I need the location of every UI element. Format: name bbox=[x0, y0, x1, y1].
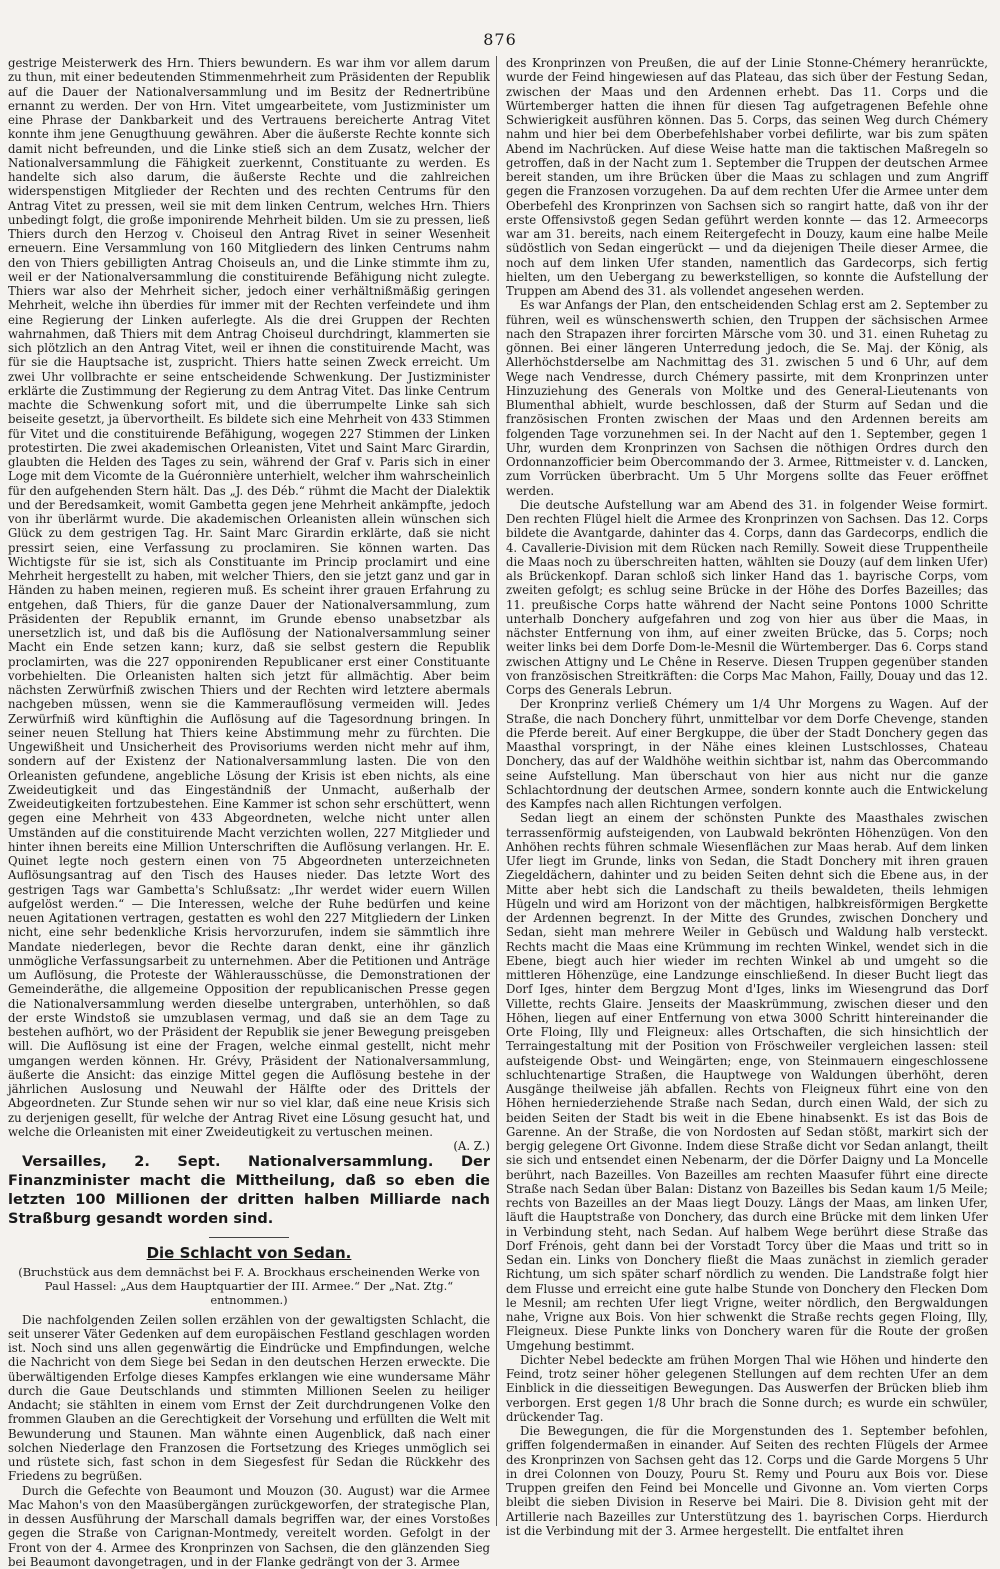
article-signature: (A. Z.) bbox=[8, 1139, 490, 1153]
section-divider bbox=[209, 1237, 289, 1238]
article-title: Die Schlacht von Sedan. bbox=[8, 1246, 490, 1260]
versailles-bulletin: Versailles, 2. Sept. Nationalversammlung. Der Finanzminister macht die Mittheilung, daß so eben die letzten 100 Millionen der dritten halben Milliarde nach Straßburg gesandt worden sind. bbox=[8, 1153, 490, 1229]
page-number: 876 bbox=[0, 30, 1000, 49]
article-source-note: (Bruchstück aus dem demnächst bei F. A. Brockhaus erscheinenden Werke von Paul Hassel: „Aus dem Hauptquartier der III. Armee.“ Der „Nat. Ztg.“ entnommen.) bbox=[8, 1265, 490, 1307]
article-paragraph: Die nachfolgenden Zeilen sollen erzählen von der gewaltigsten Schlacht, die seit unserer Väter Gedenken auf dem europäischen Festland geschlagen worden ist. Noch sind uns allen gegenwärtig die Eindrücke und Empfindungen, welche die Nachricht von dem Siege bei Sedan in den deutschen Herzen erweckte. Die überwältigenden Erfolge dieses Kampfes erklangen wie eine wundersame Mähr durch die Gaue Deutschlands und stimmten Millionen Seelen zu heiliger Andacht; sie stählten in einem vom Ernst der Zeit durchdrungenen Volke den frommen Glauben an die Gerechtigkeit der Vorsehung und erfüllten die Welt mit Bewunderung und Staunen. Man wähnte einen Augenblick, daß nach einer solchen Niederlage den Franzosen die Fortsetzung des Krieges unmöglich sei und rüstete sich, fast schon in dem Siegesfest für Sedan die Rückkehr des Friedens zu begrüßen. bbox=[8, 1313, 490, 1484]
article-paragraph: Durch die Gefechte von Beaumont und Mouzon (30. August) war die Armee Mac Mahon's von den Maasübergängen zurückgeworfen, der strategische Plan, in dessen Ausführung der Marschall damals begriffen war, der eines Vorstoßes gegen die Straße von Carignan-Montmedy, vereitelt worden. Gefolgt in der Front von der 4. Armee des Kronprinzen von Sachsen, die den glänzenden Sieg bei Beaumont davongetragen, und in der Flanke gedrängt von der 3. Armee bbox=[8, 1484, 490, 1569]
right-paragraph: Es war Anfangs der Plan, den entscheidenden Schlag erst am 2. September zu führen, weil es wünschenswerth schien, den Truppen der sächsischen Armee nach den Strapazen ihrer forcirten Märsche vom 30. und 31. einen Ruhetag zu gönnen. Bei einer längeren Unterredung jedoch, die Se. Maj. der König, als Allerhöchstderselbe am Nachmittag des 31. zwischen 5 und 6 Uhr, auf dem Wege nach Vendresse, durch Chémery passirte, mit dem Kronprinzen unter Hinzuziehung des Generals von Moltke und des General-Lieutenants von Blumenthal abhielt, wurde beschlossen, daß der Sturm auf Sedan und die französischen Fronten zwischen der Maas und den Ardennen bereits am folgenden Tage vorzunehmen sei. In der Nacht auf den 1. September, gegen 1 Uhr, wurden dem Kronprinzen von Sachsen die nöthigen Ordres durch den Ordonnanzofficier beim Obercommando der 3. Armee, Rittmeister v. d. Lancken, zum Vorrücken überbracht. Um 5 Uhr Morgens sollte das Feuer eröffnet werden. bbox=[506, 298, 988, 498]
right-paragraph: des Kronprinzen von Preußen, die auf der Linie Stonne-Chémery heranrückte, wurde der Feind hingewiesen auf das Plateau, das sich über der Festung Sedan, zwischen der Maas und den Ardennen erhebt. Das 11. Corps und die Würtemberger hatten die ihnen für diesen Tag aufgetragenen Befehle ohne Schwierigkeit ausführen können. Das 5. Corps, das seinen Weg durch Chémery nahm und hier bei dem Oberbefehlshaber vorbei defilirte, war bis zum späten Abend im Nachrücken. Auf diese Weise hatte man die taktischen Maßregeln so getroffen, daß in der Nacht zum 1. September die Truppen der deutschen Armee bereit standen, um ihre Brücken über die Maas zu schlagen und zum Angriff gegen die Franzosen vorzugehen. Da auf dem rechten Ufer die Armee unter dem Oberbefehl des Kronprinzen von Sachsen sich so rangirt hatte, daß von ihr der erste Offensivstoß gegen Sedan geführt werden konnte — das 12. Armeecorps war am 31. bereits, nach einem Reitergefecht in Douzy, kaum eine halbe Meile südöstlich von Sedan eingerückt — und da diejenigen Theile dieser Armee, die noch auf dem linken Ufer standen, namentlich das Gardecorps, sich fertig hielten, um den Uebergang zu bewerkstelligen, so konnte die Aufstellung der Truppen am Abend des 31. als vollendet angesehen werden. bbox=[506, 56, 988, 298]
right-paragraph: Die Bewegungen, die für die Morgenstunden des 1. September befohlen, griffen folgendermaßen in einander. Auf Seiten des rechten Flügels der Armee des Kronprinzen von Sachsen geht das 12. Corps und die Garde Morgens 5 Uhr in drei Colonnen von Douzy, Pouru St. Remy und Pouru aux Bois vor. Diese Truppen greifen den Feind bei Moncelle und Givonne an. Vom vierten Corps bleibt die sieben Division in Reserve bei Mairi. Die 8. Division geht mit der Artillerie nach Bazeilles zur Unterstützung des 1. bayrischen Corps. Hierdurch ist die Verbindung mit der 3. Armee hergestellt. Die entfaltet ihren bbox=[506, 1424, 988, 1538]
left-intro-paragraph: gestrige Meisterwerk des Hrn. Thiers bewundern. Es war ihm vor allem darum zu thun, mit einer bedeutenden Stimmenmehrheit zum Präsidenten der Republik auf die Dauer der Nationalversammlung und im Besitz der Rednertribüne ernannt zu werden. Der von Hrn. Vitet umgearbeitete, vom Justizminister um eine Phrase der Dankbarkeit und des Vertrauens bereicherte Antrag Vitet konnte ihm jene Genugthuung gewähren. Aber die äußerste Rechte konnte sich damit nicht befreunden, und die Linke stieß sich an dem Zusatz, welcher der Nationalversammlung die Fähigkeit zuerkennt, Constituante zu werden. Es handelte sich also darum, die äußerste Rechte und die zahlreichen widerspenstigen Mitglieder der Rechten und des rechten Centrums für den Antrag Vitet zu pressen, weil sie mit dem linken Centrum, welches Hrn. Thiers unbedingt folgt, die große imponirende Mehrheit bilden. Um sie zu pressen, ließ Thiers durch den Herzog v. Choiseul den Antrag Rivet in seiner Wesenheit erneuern. Eine Versammlung von 160 Mitgliedern des linken Centrums nahm den von Thiers gebilligten Antrag Choiseuls an, und die Linke stimmte ihm zu, weil er der Nationalversammlung die constituirende Befähigung nicht zulegte. Thiers war also der Mehrheit sicher, jedoch einer verhältnißmäßig geringen Mehrheit, welche ihn überdies für immer mit der Rechten verfeindete und ihm eine Regierung der Linken auferlegte. Als die drei Gruppen der Rechten wahrnahmen, daß Thiers mit dem Antrag Choiseul durchdringt, klammerten sie sich plötzlich an den Antrag Vitet, weil er ihnen die constituirende Macht, was für sie die Hauptsache ist, zuspricht. Thiers hatte seinen Zweck erreicht. Um zwei Uhr vollbrachte er seine entscheidende Schwenkung. Der Justizminister erklärte die Zustimmung der Regierung zu dem Antrag Vitet. Das linke Centrum machte die Schwenkung sofort mit, und die überrumpelte Linke sah sich beiseite gesetzt, ja übervortheilt. Es bildete sich eine Mehrheit von 433 Stimmen für Vitet und die constituirende Befähigung, wogegen 227 Stimmen der Linken protestirten. Die zwei akademischen Orleanisten, Vitet und Saint Marc Girardin, glaubten die Helden des Tages zu sein, während der Graf v. Paris sich in einer Loge mit dem Vicomte de la Guéronnière unterhielt, welcher ihm wahrscheinlich für den aufgehenden Stern hält. Das „J. des Déb.“ rühmt die Macht der Dialektik und der Beredsamkeit, womit Gambetta gegen jene Mehrheit ankämpfte, jedoch von ihr überlärmt wurde. Die akademischen Orleanisten allein wünschen sich Glück zu dem gestrigen Tag. Hr. Saint Marc Girardin erklärte, daß sie nicht pressirt seien, eine Verfassung zu proclamiren. Sie können warten. Das Wichtigste für sie ist, sich als Constituante im Princip proclamirt und eine Mehrheit hergestellt zu haben, mit welcher Thiers, den sie jetzt ganz und gar in Händen zu haben meinen, regieren muß. Es scheint ihrer grauen Erfahrung zu entgehen, daß Thiers, für die ganze Dauer der Nationalversammlung, zum Präsidenten der Republik ernannt, im Grunde ebenso unabsetzbar als unersetzlich ist, und daß bis die Auflösung der Nationalversammlung seiner Macht ein Ende setzen kann; kurz, daß sie selbst gestern die Republik proclamirten, was die 227 opponirenden Republicaner erst einer Constituante vorbehielten. Die Orleanisten halten sich jetzt für allmächtig. Aber beim nächsten Zerwürfniß zwischen Thiers und der Rechten wird letztere abermals nachgeben müssen, wenn sie die Kammerauflösung vermeiden will. Jedes Zerwürfniß wird künftighin die Auflösung auf die Tagesordnung bringen. In seiner neuen Stellung hat Thiers keine Abstimmung mehr zu fürchten. Die Ungewißheit und Unsicherheit des Provisoriums werden nicht mehr auf ihm, sondern auf der Existenz der Nationalversammlung lasten. Die von den Orleanisten gefundene, angebliche Lösung der Krisis ist eben nichts, als eine Zweideutigkeit und das Eingeständniß der Unmacht, außerhalb der Zweideutigkeiten fortzubestehen. Eine Kammer ist schon sehr erschüttert, wenn gegen eine Mehrheit von 433 Abgeordneten, welche nicht unter allen Umständen auf die constituirende Macht verzichten wollen, 227 Mitglieder und hinter ihnen bereits eine Million Unterschriften die Auflösung verlangen. Hr. E. Quinet legte noch gestern einen von 75 Abgeordneten unterzeichneten Auflösungsantrag auf den Tisch des Hauses nieder. Das letzte Wort des gestrigen Tags war Gambetta's Schlußsatz: „Ihr werdet wider euern Willen aufgelöst werden.“ — Die Interessen, welche der Ruhe bedürfen und keine neuen Agitationen vertragen, gestatten es wohl den 227 Mitgliedern der Linken nicht, eine sehr bedenkliche Krisis hervorzurufen, indem sie sämmtlich ihre Mandate niederlegen, bevor die Rechte daran denkt, eine ihr gänzlich unmögliche Verfassungsarbeit zu unternehmen. Aber die Petitionen und Anträge um Auflösung, die Proteste der Wählerausschüsse, die Demonstrationen der Gemeinderäthe, die allgemeine Opposition der republicanischen Presse gegen die Nationalversammlung werden dieselbe untergraben, unterhöhlen, so daß der erste Windstoß sie umzublasen vermag, und daß sie an dem Tage zu bestehen aufhört, wo der Präsident der Republik sie jener Bewegung preisgeben will. Die Auflösung ist eine der Fragen, welche einmal gestellt, nicht mehr umgangen werden können. Hr. Grévy, Präsident der Nationalversammlung, äußerte die Ansicht: das einzige Mittel gegen die Auflösung bestehe in der jährlichen Auslosung und Neuwahl der Hälfte oder des Drittels der Abgeordneten. Zur Stunde sehen wir nur so viel klar, daß eine neue Krisis sich zu derjenigen gesellt, für welche der Antrag Rivet eine Lösung gesucht hat, und welche die Orleanisten mit einer Zweideutigkeit zu vertuschen meinen. bbox=[8, 56, 490, 1139]
right-paragraph: Die deutsche Aufstellung war am Abend des 31. in folgender Weise formirt. Den rechten Flügel hielt die Armee des Kronprinzen von Sachsen. Das 12. Corps bildete die Avantgarde, dahinter das 4. Corps, dann das Gardecorps, endlich die 4. Cavallerie-Division mit dem Rücken nach Remilly. Soweit diese Truppentheile die Maas noch zu überschreiten hatten, wählten sie Douzy (auf dem linken Ufer) als Brückenkopf. Daran schloß sich linker Hand das 1. bayrische Corps, vom zweiten gefolgt; es schlug seine Brücke in der Höhe des Dorfes Bazeilles; das 11. preußische Corps hatte während der Nacht seine Pontons 1000 Schritte unterhalb Donchery aufgefahren und zog von hier aus über die Maas, in nächster Entfernung von ihm, auf einer zweiten Brücke, das 5. Corps; noch weiter links bei dem Dorfe Dom-le-Mesnil die Würtemberger. Das 6. Corps stand zwischen Attigny und Le Chêne in Reserve. Diesen Truppen gegenüber standen von französischen Streitkräften: die Corps Mac Mahon, Failly, Douay und das 12. Corps des Generals Lebrun. bbox=[506, 498, 988, 698]
column-divider bbox=[496, 56, 497, 1526]
right-paragraph: Der Kronprinz verließ Chémery um 1/4 Uhr Morgens zu Wagen. Auf der Straße, die nach Donchery führt, unmittelbar vor dem Dorfe Chevenge, standen die Pferde bereit. Auf einer Bergkuppe, die über der Stadt Donchery gegen das Maasthal vorspringt, in der Nähe eines kleinen Lustschlosses, Chateau Donchery, das auf der Waldhöhe weithin sichtbar ist, nahm das Obercommando seine Aufstellung. Man überschaut von hier aus nicht nur die ganze Schlachtordnung der deutschen Armee, sondern konnte auch die Entwickelung des Kampfes nach allen Richtungen verfolgen. bbox=[506, 697, 988, 811]
right-paragraph: Dichter Nebel bedeckte am frühen Morgen Thal wie Höhen und hinderte den Feind, trotz seiner höher gelegenen Stellungen auf dem rechten Ufer an dem Einblick in die diesseitigen Bewegungen. Das Auswerfen der Brücken blieb ihm verborgen. Erst gegen 1/8 Uhr brach die Sonne durch; es wurde ein schwüler, drückender Tag. bbox=[506, 1353, 988, 1424]
left-column bbox=[8, 56, 490, 1536]
right-paragraph: Sedan liegt an einem der schönsten Punkte des Maasthales zwischen terrassenförmig aufsteigenden, von Laubwald bekrönten Höhenzügen. Von den Anhöhen rechts führen schmale Wiesenflächen zur Maas herab. Auf dem linken Ufer liegt im Grunde, links von Sedan, die Stadt Donchery mit ihren grauen Ziegeldächern, dahinter und zu beiden Seiten dehnt sich die Ebene aus, in der Mitte aber hebt sich die Landschaft zu theils bewaldeten, theils lehmigen Hügeln und wird am Horizont von der mächtigen, halbkreisförmigen Bergkette der Ardennen begrenzt. In der Mitte des Grundes, zwischen Donchery und Sedan, sieht man mehrere Weiler in Gebüsch und Waldung halb versteckt. Rechts macht die Maas eine Krümmung im rechten Winkel, wendet sich in die Ebene, biegt auch hier wieder im rechten Winkel ab und umgeht so die mittleren Höhenzüge, eine Landzunge einschließend. In dieser Bucht liegt das Dorf Iges, hinter dem Bergzug Mont d'Iges, links im Wiesengrund das Dorf Villette, rechts Glaire. Jenseits der Maaskrümmung, zwischen dieser und den Höhen, liegen auf einer Entfernung von etwa 3000 Schritt hintereinander die Orte Floing, Illy und Fleigneux: alles Ortschaften, die sich hinsichtlich der Terraingestaltung mit der Position von Fröschweiler vergleichen lassen: steil aufsteigende Obst- und Weingärten; enge, von Steinmauern eingeschlossene schluchtenartige Straßen, die Hauptwege von Waldungen überhöht, deren Ausgänge theilweise jäh abfallen. Rechts von Fleigneux führt eine von den Höhen herniederziehende Straße nach Sedan, durch einen Wald, der sich zu beiden Seiten der Stadt bis weit in die Ebene hinabsenkt. Es ist das Bois de Garenne. An der Straße, die von Nordosten auf Sedan stößt, markirt sich der bergig gelegene Ort Givonne. Indem diese Straße dicht vor Sedan anlangt, theilt sie sich und entsendet einen Nebenarm, der die Dörfer Daigny und La Moncelle berührt, nach Bazeilles. Von Bazeilles am rechten Maasufer führt eine directe Straße nach Sedan über Balan: Distanz von Bazeilles bis Sedan kaum 1/5 Meile; rechts von Bazeilles an der Maas liegt Douzy. Längs der Maas, am linken Ufer, läuft die Hauptstraße von Donchery, das durch eine Brücke mit dem linken Ufer in Verbindung steht, nach Sedan. Auf halbem Wege berührt diese Straße das Dorf Frénois, geht dann bei der Vorstadt Torcy über die Maas und tritt so in Sedan ein. Links von Donchery fließt die Maas zunächst in ziemlich gerader Richtung, um sich später scharf nördlich zu wenden. Die Landstraße folgt hier dem Flusse und erreicht eine gute halbe Stunde von Donchery den Flecken Dom le Mesnil; am rechten Ufer liegt Vrigne, weiter nördlich, den Bergwaldungen nahe, Vrigne aux Bois. Von hier schwenkt die Straße rechts gegen Floing, Illy, Fleigneux. Diese Punkte links von Donchery waren für die Route der großen Umgehung bestimmt. bbox=[506, 811, 988, 1353]
right-column bbox=[506, 56, 988, 1536]
